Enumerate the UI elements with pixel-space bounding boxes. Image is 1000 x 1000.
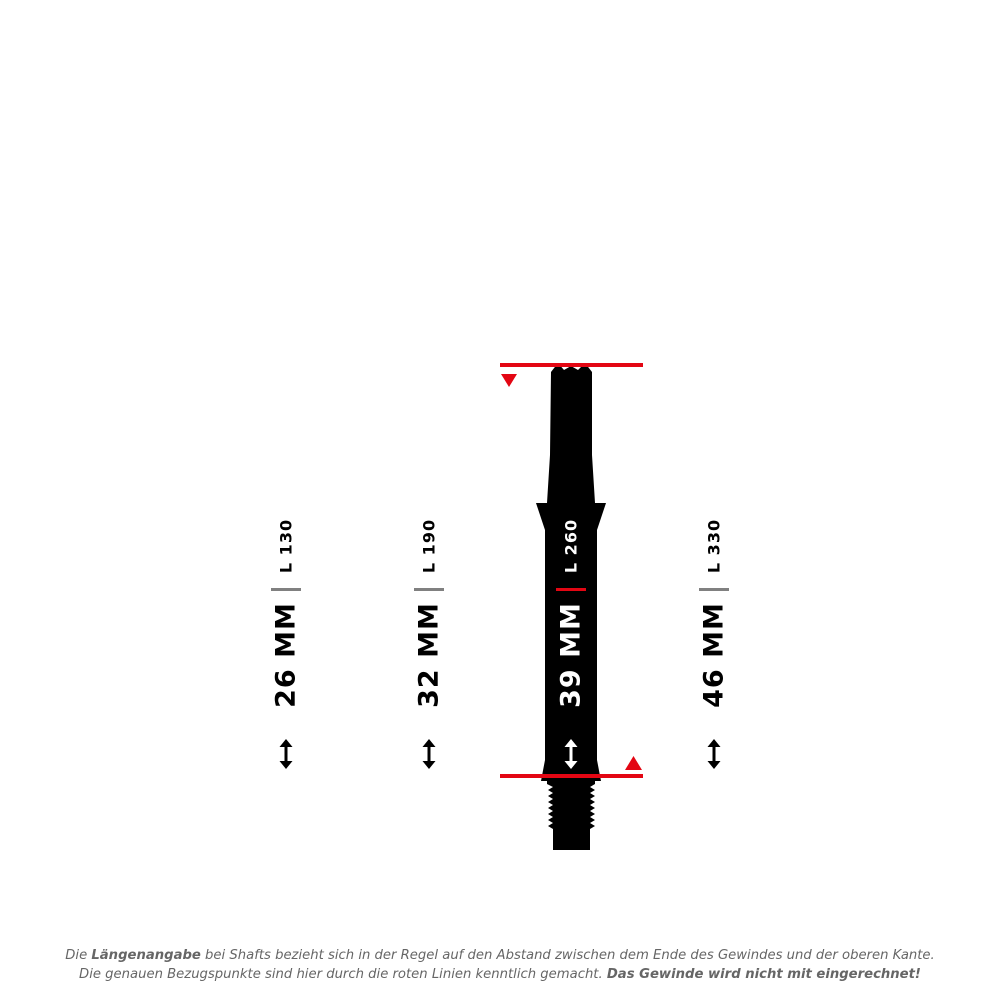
vertical-double-arrow-icon	[423, 739, 436, 769]
divider-mark	[271, 588, 301, 591]
length-mm-label: 46 MM	[698, 602, 730, 708]
caption-text: Die	[65, 948, 92, 963]
length-option	[699, 519, 730, 769]
caption-emphasis: Das Gewinde wird nicht mit eingerechnet!	[606, 967, 921, 982]
caption	[0, 946, 1000, 984]
caption-text: bei Shafts bezieht sich in der Regel auf den Abstand zwischen dem Ende des Gewindes und der oberen Kante.	[200, 948, 935, 963]
length-mm-label: 39 MM	[555, 602, 587, 708]
shaft-thread	[547, 781, 595, 850]
top-reference-line	[500, 363, 643, 367]
vertical-double-arrow-icon	[708, 739, 721, 769]
length-mm-label: 32 MM	[413, 602, 445, 708]
length-option	[414, 519, 445, 769]
length-code-label: L 330	[704, 518, 724, 574]
caption-line-1	[0, 946, 1000, 965]
divider-mark	[699, 588, 729, 591]
length-code-label: L 130	[276, 518, 296, 574]
divider-mark	[556, 588, 586, 591]
length-mm-label: 26 MM	[270, 602, 302, 708]
length-options	[271, 519, 730, 769]
caption-text: Die genauen Bezugspunkte sind hier durch die roten Linien kenntlich gemacht.	[79, 967, 607, 982]
length-code-label: L 260	[561, 518, 581, 574]
length-option	[271, 519, 302, 769]
bottom-reference-arrow-icon	[625, 756, 642, 770]
length-code-label: L 190	[419, 518, 439, 574]
divider-mark	[414, 588, 444, 591]
bottom-reference-line	[500, 774, 643, 778]
caption-line-2	[0, 965, 1000, 984]
vertical-double-arrow-icon	[280, 739, 293, 769]
top-reference-arrow-icon	[501, 374, 517, 387]
caption-emphasis: Längenangabe	[91, 948, 201, 963]
